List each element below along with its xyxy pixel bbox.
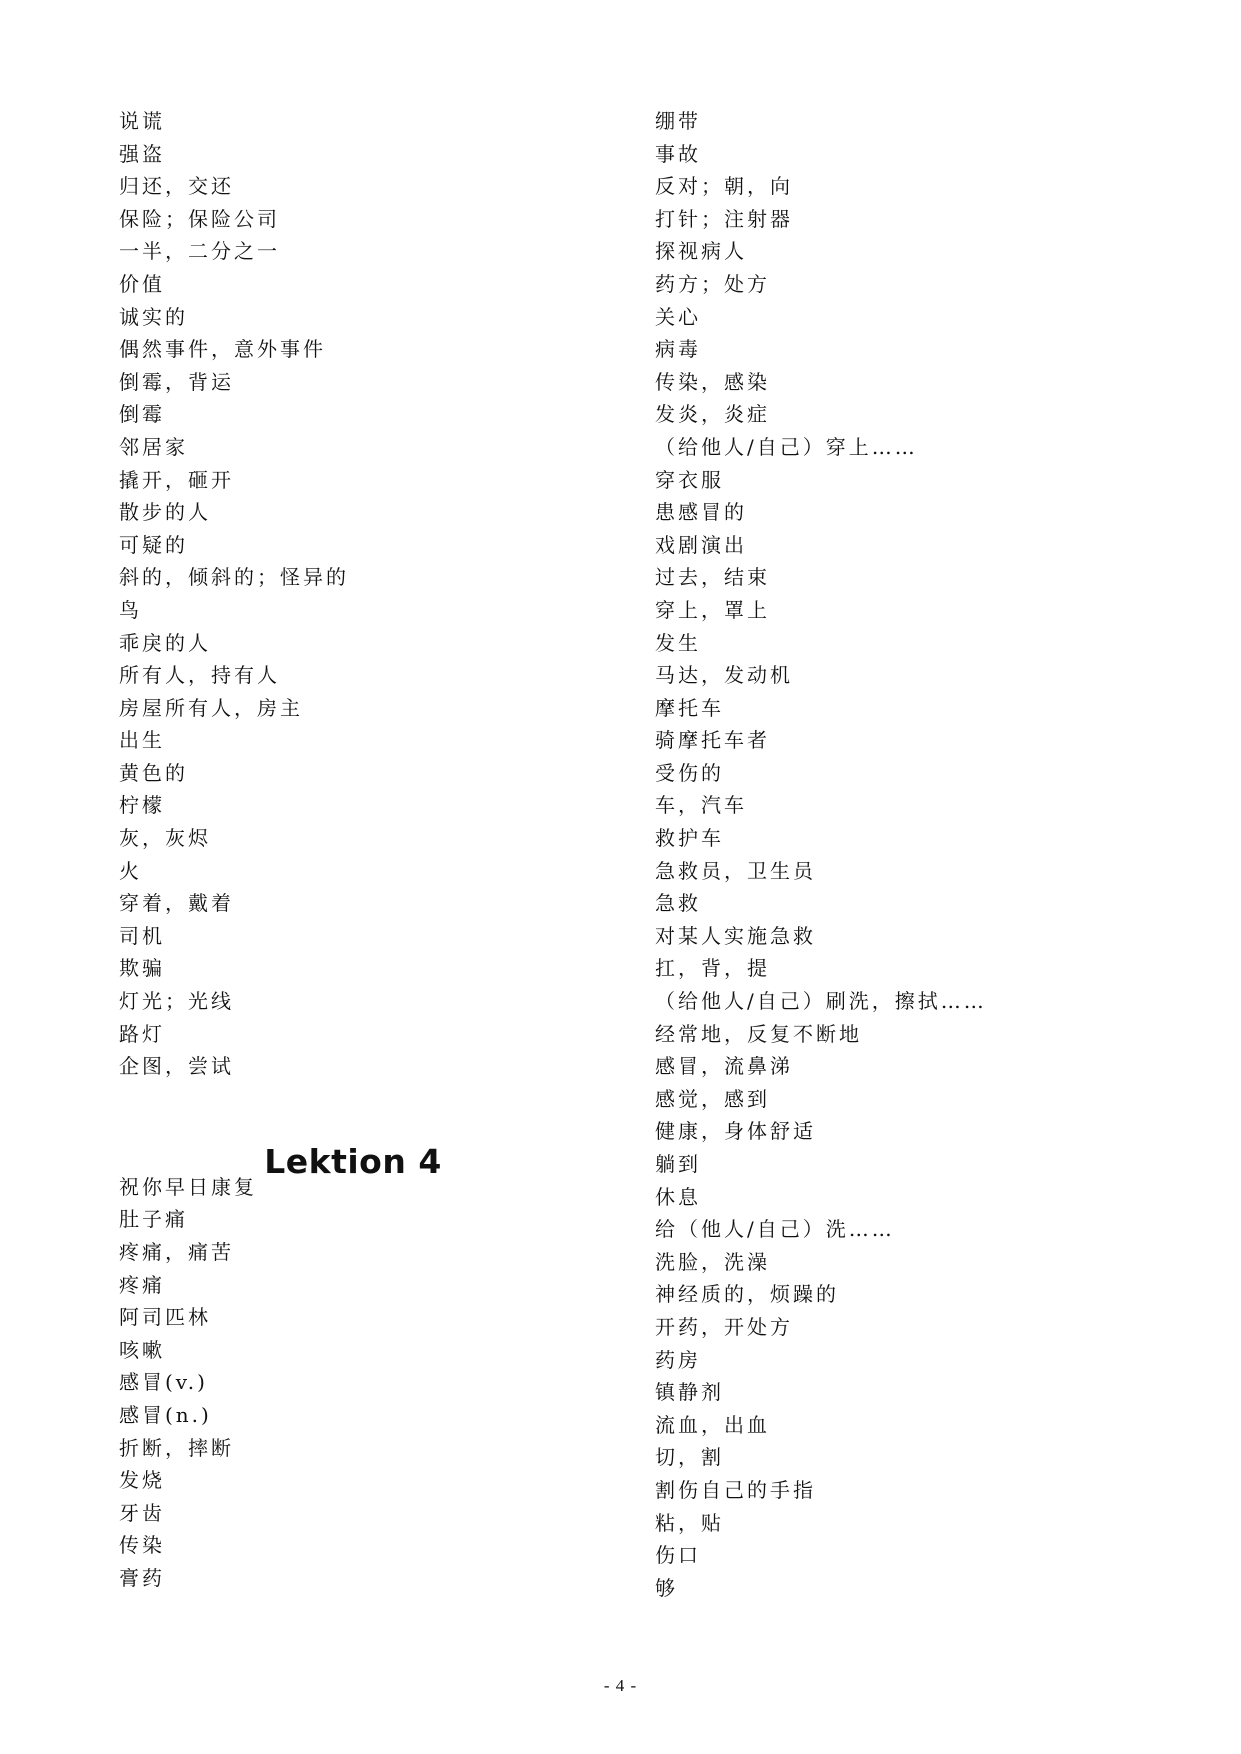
vocab-entry: 可疑的 bbox=[119, 532, 188, 557]
vocab-entry: 镇静剂 bbox=[655, 1380, 724, 1405]
vocab-entry: 病毒 bbox=[655, 337, 701, 362]
vocab-entry: 药方；处方 bbox=[655, 271, 770, 296]
vocab-entry: 鸟 bbox=[119, 597, 142, 622]
vocab-entry: 健康，身体舒适 bbox=[655, 1119, 816, 1144]
vocab-entry: 粘，贴 bbox=[655, 1510, 724, 1535]
vocab-entry: 欺骗 bbox=[119, 956, 165, 981]
vocab-entry: 扛，背，提 bbox=[655, 956, 770, 981]
vocab-entry: 灰，灰烬 bbox=[119, 826, 211, 851]
vocab-entry: 穿着，戴着 bbox=[119, 891, 234, 916]
vocab-entry: 绷带 bbox=[655, 109, 701, 133]
vocab-entry: 价值 bbox=[119, 271, 165, 296]
vocab-entry: 开药，开处方 bbox=[655, 1314, 793, 1339]
vocab-entry: 牙齿 bbox=[119, 1500, 165, 1525]
vocab-entry: 伤口 bbox=[655, 1543, 701, 1568]
vocab-list-left bbox=[119, 105, 599, 1595]
vocab-entry: 对某人实施急救 bbox=[655, 923, 816, 948]
vocab-entry: 归还，交还 bbox=[119, 174, 234, 199]
vocab-entry: 企图，尝试 bbox=[119, 1054, 234, 1079]
vocab-entry: 够 bbox=[655, 1575, 678, 1600]
vocab-entry: （给他人/自己）刷洗，擦拭…… bbox=[655, 989, 987, 1014]
vocab-entry: 急救 bbox=[655, 891, 701, 916]
vocab-entry: 给（他人/自己）洗…… bbox=[655, 1217, 895, 1242]
vocab-entry: 洗脸，洗澡 bbox=[655, 1249, 770, 1274]
vocab-entry: 穿衣服 bbox=[655, 467, 724, 492]
vocab-entry: 割伤自己的手指 bbox=[655, 1477, 816, 1502]
vocab-entry: 感冒(v.) bbox=[119, 1370, 208, 1395]
vocab-entry: 偶然事件，意外事件 bbox=[119, 337, 326, 362]
vocab-entry: 所有人，持有人 bbox=[119, 663, 280, 688]
vocab-entry: 疼痛，痛苦 bbox=[119, 1240, 234, 1264]
page-number: - 4 - bbox=[603, 1676, 638, 1695]
vocab-entry: 传染 bbox=[119, 1533, 165, 1558]
vocab-entry: 神经质的，烦躁的 bbox=[655, 1282, 839, 1307]
vocab-entry: 路灯 bbox=[119, 1021, 165, 1046]
vocab-entry: 斜的，倾斜的；怪异的 bbox=[119, 565, 349, 590]
vocab-entry: 发烧 bbox=[119, 1468, 165, 1493]
vocab-entry: 灯光；光线 bbox=[119, 989, 234, 1014]
vocab-entry: 房屋所有人，房主 bbox=[119, 695, 303, 720]
vocab-entry: 受伤的 bbox=[655, 760, 724, 785]
vocab-entry: 感冒(n.) bbox=[119, 1402, 212, 1427]
vocab-entry: 关心 bbox=[655, 304, 701, 329]
vocab-entry: 黄色的 bbox=[119, 760, 188, 785]
vocab-entry: （给他人/自己）穿上…… bbox=[655, 434, 918, 459]
vocab-entry: 戏剧演出 bbox=[655, 532, 747, 557]
vocab-entry: 传染，感染 bbox=[655, 369, 770, 394]
vocab-entry: 感冒，流鼻涕 bbox=[655, 1054, 793, 1079]
vocab-entry: 出生 bbox=[119, 728, 165, 753]
vocab-entry: 疼痛 bbox=[119, 1272, 165, 1297]
vocab-entry: 躺到 bbox=[655, 1152, 701, 1176]
vocab-entry: 感觉，感到 bbox=[655, 1086, 770, 1111]
vocab-entry: 撬开，砸开 bbox=[119, 467, 234, 492]
vocab-entry: 救护车 bbox=[655, 826, 724, 851]
vocab-entry: 散步的人 bbox=[119, 500, 211, 525]
vocab-entry: 膏药 bbox=[119, 1565, 165, 1590]
vocab-entry: 一半，二分之一 bbox=[119, 239, 280, 264]
vocab-entry: 药房 bbox=[655, 1347, 701, 1372]
vocab-entry: 柠檬 bbox=[119, 793, 165, 818]
vocab-entry: 倒霉 bbox=[119, 402, 165, 427]
vocab-entry: 事故 bbox=[655, 141, 701, 166]
vocab-entry: 休息 bbox=[655, 1184, 701, 1209]
vocab-entry: 阿司匹林 bbox=[119, 1305, 211, 1330]
vocab-entry: 乖戾的人 bbox=[119, 630, 211, 655]
vocab-entry: 穿上，罩上 bbox=[655, 597, 770, 622]
vocab-entry: 骑摩托车者 bbox=[655, 728, 770, 753]
vocab-entry: 切，割 bbox=[655, 1445, 724, 1470]
vocab-entry: 咳嗽 bbox=[119, 1337, 165, 1362]
vocab-entry: 流血，出血 bbox=[655, 1412, 770, 1437]
vocab-entry: 折断，摔断 bbox=[119, 1435, 234, 1460]
vocab-entry: 说谎 bbox=[119, 109, 165, 133]
vocab-entry: 经常地，反复不断地 bbox=[655, 1021, 862, 1046]
vocab-entry: 诚实的 bbox=[119, 304, 188, 329]
vocab-entry: 强盗 bbox=[119, 141, 165, 166]
vocab-entry: 急救员，卫生员 bbox=[655, 858, 816, 883]
vocab-entry: 马达，发动机 bbox=[655, 663, 793, 688]
vocab-entry: 祝你早日康复 bbox=[119, 1174, 257, 1199]
vocab-entry: 发生 bbox=[655, 630, 701, 655]
vocab-entry: 过去，结束 bbox=[655, 565, 770, 590]
vocab-entry: 火 bbox=[119, 858, 142, 883]
vocab-entry: 发炎，炎症 bbox=[655, 402, 770, 427]
vocab-list-right bbox=[655, 105, 1175, 1604]
vocab-entry: 反对；朝，向 bbox=[655, 174, 793, 199]
section-heading-lektion-4: Lektion 4 bbox=[264, 1142, 442, 1181]
vocab-entry: 司机 bbox=[119, 923, 165, 948]
vocab-entry: 摩托车 bbox=[655, 695, 724, 720]
vocab-entry: 倒霉，背运 bbox=[119, 369, 234, 394]
vocab-entry: 车，汽车 bbox=[655, 793, 747, 818]
vocab-entry: 邻居家 bbox=[119, 434, 188, 459]
vocab-entry: 患感冒的 bbox=[655, 500, 747, 525]
vocab-entry: 肚子痛 bbox=[119, 1207, 188, 1232]
vocab-entry: 打针；注射器 bbox=[655, 206, 793, 231]
vocab-entry: 探视病人 bbox=[655, 239, 747, 264]
vocab-entry: 保险；保险公司 bbox=[119, 206, 280, 231]
